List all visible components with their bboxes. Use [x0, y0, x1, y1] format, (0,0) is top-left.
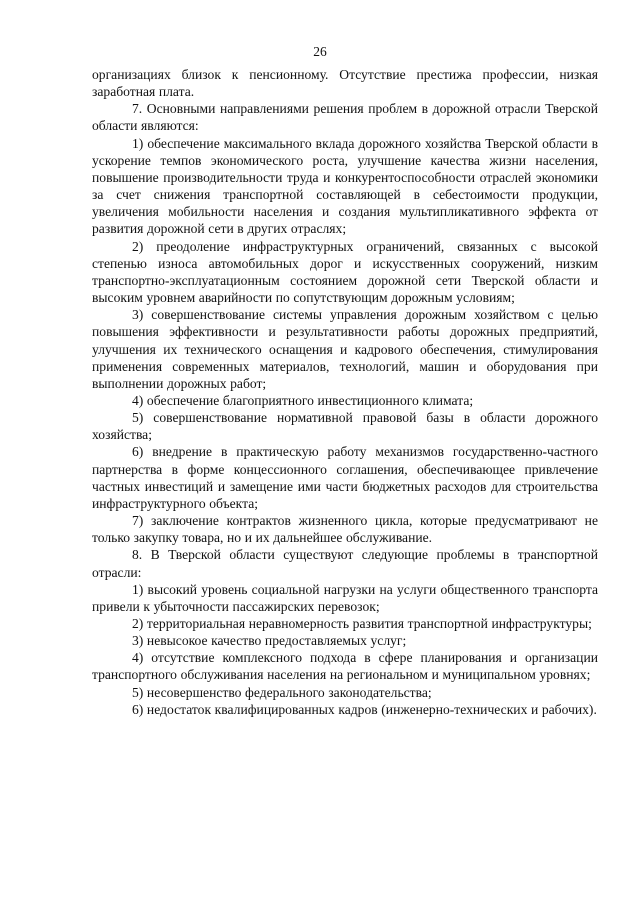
list-item-7-1: 1) обеспечение максимального вклада дорожного хозяйства Тверской области в ускорение темпов экономического роста, улучшение качества жизни населения, повышение производительности труда и конкурентоспособности отраслей экономики за счет снижения транспортной составляющей в себестоимости продукции, увеличения мобильности населения и создания мультипликативного эффекта от развития дорожной сети в других отраслях;	[92, 135, 598, 237]
list-item-8-5: 5) несовершенство федерального законодательства;	[132, 684, 432, 700]
list-item-8-3: 3) невысокое качество предоставляемых услуг;	[132, 633, 407, 649]
list-item-8-6: 6) недостаток квалифицированных кадров (инженерно-технических и рабочих).	[132, 701, 597, 717]
paragraph-section-7-intro: 7. Основными направлениями решения проблем в дорожной отрасли Тверской области являются:	[92, 101, 598, 134]
list-item-8-2: 2) территориальная неравномерность развития транспортной инфраструктуры;	[132, 616, 592, 631]
list-item-8-4: 4) отсутствие комплексного подхода в сфере планирования и организации транспортного обслуживания населения на региональном и муниципальном уровнях;	[92, 650, 598, 683]
list-item-7-2: 2) преодоление инфраструктурных ограничений, связанных с высокой степенью износа автомобильных дорог и искусственных сооружений, низким транспортно-эксплуатационным состоянием дорожной сети Тверской области и высоким уровнем аварийности по сопутствующим дорожным условиям;	[92, 238, 598, 306]
list-item-7-3: 3) совершенствование системы управления дорожным хозяйством с целью повышения эффективности и результативности работы дорожных предприятий, улучшения их технического оснащения и кадрового обеспечения, стимулирования применения современных материалов, технологий, машин и оборудования при выполнении дорожных работ;	[92, 307, 598, 391]
list-item-7-7: 7) заключение контрактов жизненного цикла, которые предусматривают не только закупку товара, но и их дальнейшее обслуживание.	[92, 513, 598, 546]
list-item-7-6: 6) внедрение в практическую работу механизмов государственно-частного партнерства в форме концессионного соглашения, обеспечивающее привлечение частных инвестиций и замещение ими части бюджетных расходов для строительства инфраструктурного объекта;	[92, 444, 598, 511]
list-item-7-4: 4) обеспечение благоприятного инвестиционного климата;	[132, 392, 474, 408]
paragraph-continuation: организациях близок к пенсионному. Отсутствие престижа профессии, низкая заработная плата.	[92, 67, 598, 100]
list-item-7-5: 5) совершенствование нормативной правовой базы в области дорожного хозяйства;	[92, 410, 598, 443]
document-body	[92, 66, 598, 718]
page-number: 26	[313, 44, 327, 59]
list-item-8-1: 1) высокий уровень социальной нагрузки на услуги общественного транспорта привели к убыточности пассажирских перевозок;	[92, 581, 598, 614]
paragraph-section-8-intro: 8. В Тверской области существуют следующие проблемы в транспортной отрасли:	[92, 547, 598, 580]
